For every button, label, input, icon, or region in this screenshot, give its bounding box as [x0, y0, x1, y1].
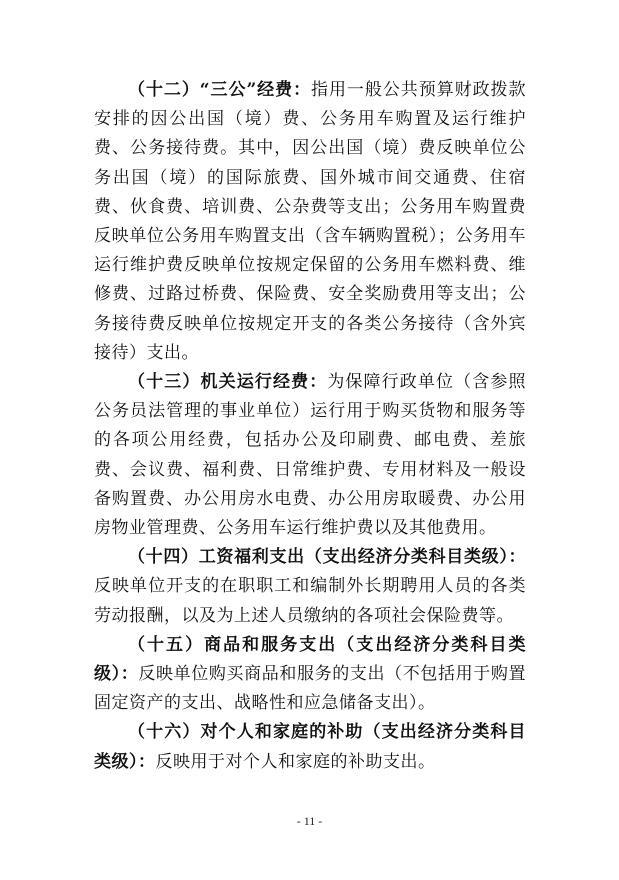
paragraph-individual-family-subsidies: [94, 718, 526, 776]
paragraph-text: 指用一般公共预算财政拨款安排的因公出国（境）费、公务用车购置及运行维护费、公务接待费。其中，因公出国（境）费反映单位公务出国（境）的国际旅费、国外城市间交通费、住宿费、伙食费、培训费、公杂费等支出；公务用车购置费反映单位公务用车购置支出（含车辆购置税）；公务用车运行维护费反映单位按规定保留的公务用车燃料费、维修费、过路过桥费、保险费、安全奖励费用等支出；公务接待费反映单位按规定开支的各类公务接待（含外宾接待）支出。: [94, 80, 526, 363]
paragraph-wages-welfare: [94, 543, 526, 631]
page-number: - 11 -: [296, 814, 323, 828]
paragraph-text: 为保障行政单位（含参照公务员法管理的事业单位）运行用于购买货物和服务等的各项公用经费，包括办公及印刷费、邮电费、差旅费、会议费、福利费、日常维护费、专用材料及一般设备购置费、办公用房水电费、办公用房取暖费、办公用房物业管理费、公务用车运行维护费以及其他费用。: [94, 372, 527, 539]
paragraph-heading: （十五）商品和服务支出（支出经济分类科目类级）：: [94, 634, 526, 685]
paragraph-agency-operating-expenses: [94, 368, 526, 543]
paragraph-text: 反映用于对个人和家庭的补助支出。: [155, 751, 436, 772]
document-body: [94, 76, 526, 777]
paragraph-heading: （十四）工资福利支出（支出经济分类科目类级）：: [128, 547, 526, 568]
paragraph-heading: （十六）对个人和家庭的补助（支出经济分类科目类级）：: [94, 722, 526, 772]
paragraph-heading: （十三）机关运行经费：: [128, 372, 328, 393]
paragraph-heading: （十二）“三公”经费：: [128, 80, 312, 100]
paragraph-san-gong-expenses: [94, 76, 526, 368]
paragraph-text: 反映单位购买商品和服务的支出（不包括用于购置固定资产的支出、战略性和应急储备支出）。: [94, 664, 526, 714]
paragraph-goods-services: [94, 631, 526, 719]
paragraph-text: 反映单位开支的在职职工和编制外长期聘用人员的各类劳动报酬，以及为上述人员缴纳的各项社会保险费等。: [94, 576, 526, 626]
